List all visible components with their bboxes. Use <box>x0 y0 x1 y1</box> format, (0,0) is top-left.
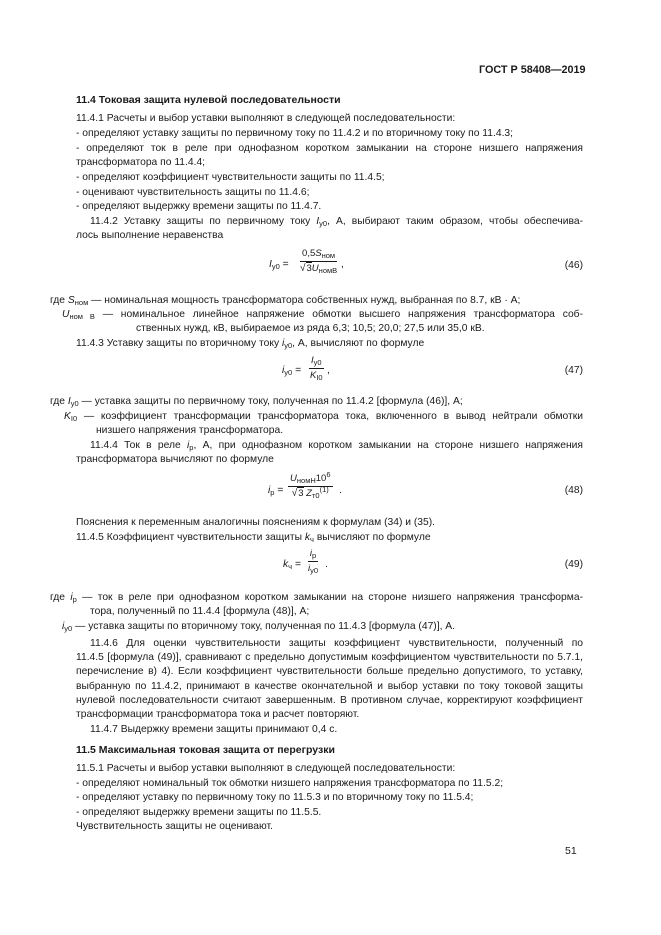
paragraph-continued: лось выполнение неравенства <box>76 230 224 241</box>
list-item: - определяют коэффициент чувствительности защиты по 11.4.5; <box>76 172 385 183</box>
section-title-11-4: 11.4 Токовая защита нулевой последовательности <box>76 94 341 106</box>
list-item: - оценивают чувствительность защиты по 11.4.6; <box>76 187 310 198</box>
where-46-line-1: где $S_{ном}$ — номинальная мощность трансформатора собственных нужд, выбранная по 8.7, кВ · А; <box>50 295 521 307</box>
paragraph-11-4-5: 11.4.5 Коэффициент чувствительности защиты $k_ч$ вычисляют по формуле <box>76 532 431 544</box>
formula-47-comma: , <box>327 365 330 376</box>
where-46-line-2: $U_{ном В}$ — номинальное линейное напряжение обмотки высшего напряжения трансформатора соб- <box>62 309 584 321</box>
paragraph-note: Пояснения к переменным аналогичны пояснениям к формулам (34) и (35). <box>76 517 436 528</box>
where-49-line-3: $i_{у0}$ — уставка защиты по вторичному току, полученная по 11.4.3 [формула (47)], А. <box>62 621 456 633</box>
list-item: - определяют уставку защиты по первичному току по 11.4.2 и по вторичному току по 11.4.3; <box>76 128 514 139</box>
list-item: - определяют выдержку времени защиты по 11.5.5. <box>76 807 322 818</box>
paragraph-line: Чувствительность защиты не оценивают. <box>76 821 273 832</box>
formula-48-lhs: $i_р$ = <box>268 485 284 497</box>
list-item: - определяют номинальный ток обмотки низшего напряжения трансформатора по 11.5.2; <box>76 778 504 789</box>
page-number: 51 <box>565 845 577 857</box>
where-47-line-3: низшего напряжения трансформатора. <box>96 425 284 436</box>
formula-46-comma: , <box>341 259 344 270</box>
formula-49-dot: . <box>325 559 328 570</box>
equation-number-48: (48) <box>564 485 583 496</box>
formula-48-dot: . <box>339 485 342 496</box>
equation-number-46: (46) <box>564 260 583 271</box>
paragraph-line: выбранную по 11.4.2, принимают в качестве окончательной и выбор уставки по току токовой защиты <box>76 681 583 692</box>
paragraph-line: трансформации трансформатора тока и расчет повторяют. <box>76 709 360 720</box>
formula-46-lhs: $I_{у0}$ = <box>269 259 289 271</box>
equation-number-47: (47) <box>564 365 583 376</box>
list-item: - определяют уставку по первичному току по 11.5.3 и по вторичному току по 11.5.4; <box>76 792 474 803</box>
where-47-line-2: $K_{I0}$ — коэффициент трансформации трансформатора тока, включенного в вывод нейтрали обмотки <box>64 411 583 423</box>
list-item: - определяют выдержку времени защиты по 11.4.7. <box>76 201 322 212</box>
document-header: ГОСТ Р 58408—2019 <box>479 64 586 76</box>
where-49-line-2: тора, полученный по 11.4.4 [формула (48)], А; <box>90 606 310 617</box>
formula-49-fraction: $i_р$ $i_{у0}$ <box>308 548 319 575</box>
list-item: - определяют ток в реле при однофазном коротком замыкании на стороне низшего напряжения <box>76 143 583 154</box>
where-47-line-1: где $I_{у0}$ — уставка защиты по первичному току, полученная по 11.4.2 [формула (46)], А; <box>50 396 463 408</box>
list-item-continued: трансформатора по 11.4.4; <box>76 157 206 168</box>
where-49-line-1: где $i_р$ — ток в реле при однофазном коротком замыкании на стороне низшего напряжения трансформа- <box>50 592 583 604</box>
paragraph-11-4-6: 11.4.6 Для оценки чувствительности защиты коэффициент чувствительности, полученный по <box>90 638 583 649</box>
paragraph-11-4-2: 11.4.2 Уставку защиты по первичному току $I_{у0}$, А, выбирают таким образом, чтобы обеспечива- <box>90 216 583 228</box>
where-46-line-3: ственных нужд, кВ, выбираемое из ряда 6,3; 10,5; 20,0; 27,5 или 35,0 кВ. <box>136 323 485 334</box>
paragraph-11-4-1: 11.4.1 Расчеты и выбор уставки выполняют в следующей последовательности: <box>76 113 456 124</box>
formula-47-fraction: $I_{у0}$ $K_{I0}$ <box>310 355 323 382</box>
paragraph-11-4-4: 11.4.4 Ток в реле $i_р$, А, при однофазном коротком замыкании на стороне низшего напряжения <box>90 440 583 452</box>
formula-49-lhs: $k_ч$ = <box>283 559 301 571</box>
formula-47-lhs: $i_{у0}$ = <box>282 365 302 377</box>
paragraph-11-4-3: 11.4.3 Уставку защиты по вторичному току $i_{у0}$, А, вычисляют по формуле <box>76 338 425 350</box>
paragraph-line: нулевой последовательности считают завершенным. В противном случае, корректируют коэффициент <box>76 695 583 706</box>
paragraph-11-4-7: 11.4.7 Выдержку времени защиты принимают 0,4 с. <box>90 724 338 735</box>
paragraph-line: 11.4.5 [формула (49)], сравнивают с предельно допустимым коэффициентом чувствительности по 5.7.1, <box>76 652 583 663</box>
paragraph-11-5-1: 11.5.1 Расчеты и выбор уставки выполняют в следующей последовательности: <box>76 763 456 774</box>
section-title-11-5: 11.5 Максимальная токовая защита от перегрузки <box>76 744 335 756</box>
paragraph-continued: трансформатора вычисляют по формуле <box>76 454 274 465</box>
equation-number-49: (49) <box>564 559 583 570</box>
formula-46-fraction: $0,5S_{ном}$ $√3U_{номВ}$ <box>300 248 338 275</box>
paragraph-line: перечисление в) 4). Если коэффициент чувствительности больше предельно допустимого, то уставку, <box>76 666 583 677</box>
formula-48-fraction: $U_{номН}10^6$ √3 $Z_{т0}^{(1)}$ <box>290 470 331 500</box>
